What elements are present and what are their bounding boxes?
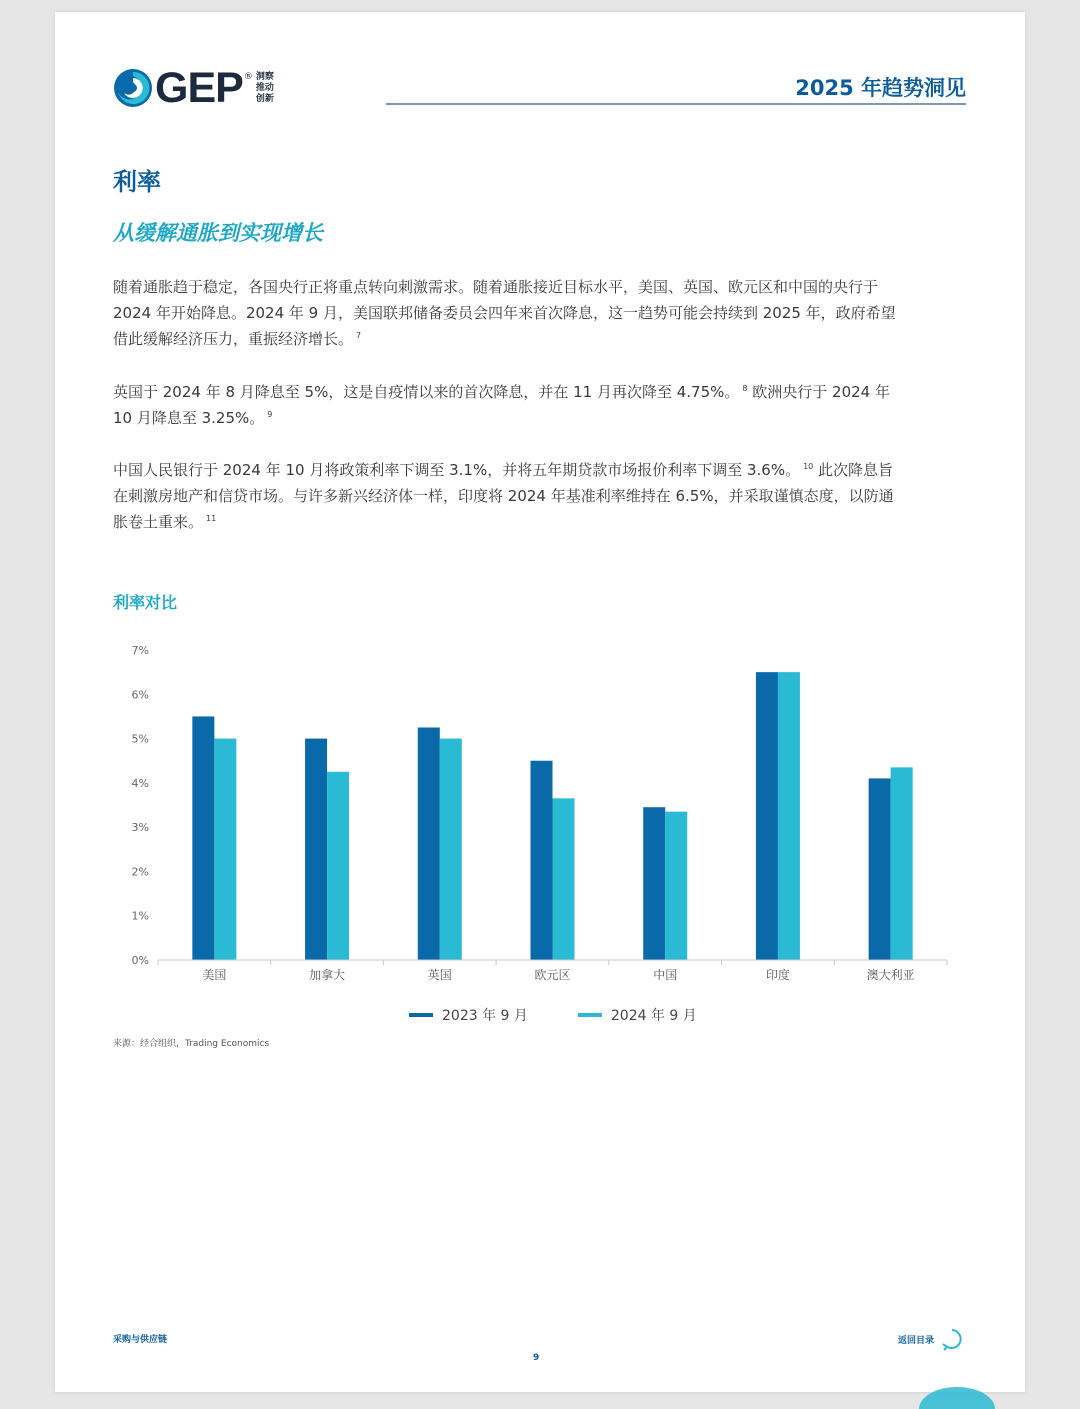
- paragraph-2: [113, 379, 903, 431]
- y-axis: [132, 644, 149, 967]
- bar-美国-2024: [214, 739, 236, 960]
- bar-美国-2023: [192, 716, 214, 960]
- x-tick-label: 欧元区: [534, 968, 571, 982]
- x-tick-label: 加拿大: [309, 968, 346, 982]
- logo-tagline-line: 推动: [255, 82, 274, 93]
- footnote-ref[interactable]: 8: [742, 384, 748, 393]
- page-number: 9: [533, 1353, 540, 1363]
- footnote-ref[interactable]: 7: [356, 331, 362, 340]
- bar-加拿大-2023: [305, 739, 327, 960]
- x-tick-label: 美国: [202, 968, 227, 982]
- bar-欧元区-2023: [531, 761, 553, 960]
- back-to-toc-label: 返回目录: [898, 1335, 935, 1346]
- x-tick-label: 澳大利亚: [866, 968, 915, 982]
- interest-rate-bar-chart: [105, 627, 965, 992]
- back-to-toc-button[interactable]: [898, 1326, 964, 1352]
- x-axis: [158, 960, 947, 982]
- legend-item-2023: [409, 1005, 528, 1025]
- legend-item-2024: [578, 1005, 697, 1025]
- bar-中国-2023: [643, 807, 665, 960]
- x-tick-label: 中国: [653, 968, 678, 982]
- bar-印度-2024: [778, 672, 800, 960]
- legend-label: 2024 年 9 月: [610, 1008, 697, 1024]
- section-subtitle: 从缓解通胀到实现增长: [113, 221, 323, 245]
- y-tick-label: 4%: [131, 776, 149, 790]
- section-title: 利率: [113, 168, 161, 196]
- paragraph-3: [113, 457, 903, 535]
- document-title: 2025 年趋势洞见: [795, 76, 966, 100]
- footer-section-link[interactable]: 采购与供应链: [113, 1335, 168, 1345]
- paragraph-text: 英国于 2024 年 8 月降息至 5%，这是自疫情以来的首次降息，并在 11 月再次降至 4.75%。: [113, 383, 740, 401]
- y-tick-label: 2%: [131, 865, 149, 879]
- legend-swatch-2023: [409, 1013, 433, 1017]
- bar-澳大利亚-2024: [891, 767, 913, 960]
- paragraph-text: 中国人民银行于 2024 年 10 月将政策利率下调至 3.1%，并将五年期贷款市场报价利率下调至 3.6%。: [113, 461, 801, 479]
- header-divider: [386, 103, 966, 105]
- logo-tagline: [256, 72, 274, 105]
- y-tick-label: 3%: [131, 821, 149, 835]
- footnote-ref[interactable]: 9: [267, 410, 273, 419]
- legend-swatch-2024: [578, 1013, 602, 1017]
- bar-印度-2023: [756, 672, 778, 960]
- legend-label: 2023 年 9 月: [442, 1008, 528, 1024]
- logo-wordmark: GEP: [155, 64, 243, 112]
- bar-英国-2023: [418, 728, 440, 961]
- bar-澳大利亚-2023: [869, 778, 891, 960]
- gep-swirl-logo-icon: [113, 68, 153, 108]
- chart-legend: [409, 1005, 747, 1025]
- chart-source-note: 来源：经合组织，Trading Economics: [113, 1039, 270, 1049]
- gep-logo: [113, 64, 274, 112]
- registered-mark: ®: [243, 72, 253, 82]
- paragraph-text: 此次降息旨在刺激房地产和信贷市场。与许多新兴经济体一样，印度将 2024 年基准利率维持在 6.5%，并采取谨慎态度，以防通胀卷土重来。: [113, 461, 894, 531]
- y-tick-label: 1%: [131, 909, 149, 923]
- paragraph-text: 欧洲央行于 2024 年 10 月降息至 3.25%。: [113, 383, 890, 427]
- decorative-arc: [917, 1369, 997, 1409]
- paragraph-1: [113, 274, 903, 352]
- bar-中国-2024: [665, 812, 687, 960]
- bar-英国-2024: [440, 739, 462, 960]
- logo-tagline-line: 洞察: [255, 71, 274, 82]
- bar-加拿大-2024: [327, 772, 349, 960]
- logo-tagline-line: 创新: [255, 93, 274, 104]
- y-tick-label: 5%: [131, 732, 149, 746]
- x-tick-label: 英国: [427, 968, 452, 982]
- footnote-ref[interactable]: 10: [803, 462, 814, 471]
- chart-title: 利率对比: [113, 593, 178, 612]
- paragraph-text: 随着通胀趋于稳定，各国央行正将重点转向刺激需求。随着通胀接近目标水平，美国、英国、欧元区和中国的央行于 2024 年开始降息。2024 年 9 月，美国联邦储备委员会四年来首次降息，这一趋势可能会持续到 2025 年，政府希望借此缓解经济压力，重振经济增长。: [113, 278, 896, 348]
- y-tick-label: 6%: [131, 688, 149, 702]
- return-arrow-icon: [938, 1326, 964, 1352]
- document-page: [55, 12, 1025, 1392]
- y-tick-label: 7%: [131, 644, 149, 657]
- footnote-ref[interactable]: 11: [206, 514, 217, 523]
- y-tick-label: 0%: [131, 954, 149, 967]
- x-tick-label: 印度: [765, 968, 790, 982]
- bar-series: [192, 672, 912, 960]
- bar-欧元区-2024: [553, 798, 575, 960]
